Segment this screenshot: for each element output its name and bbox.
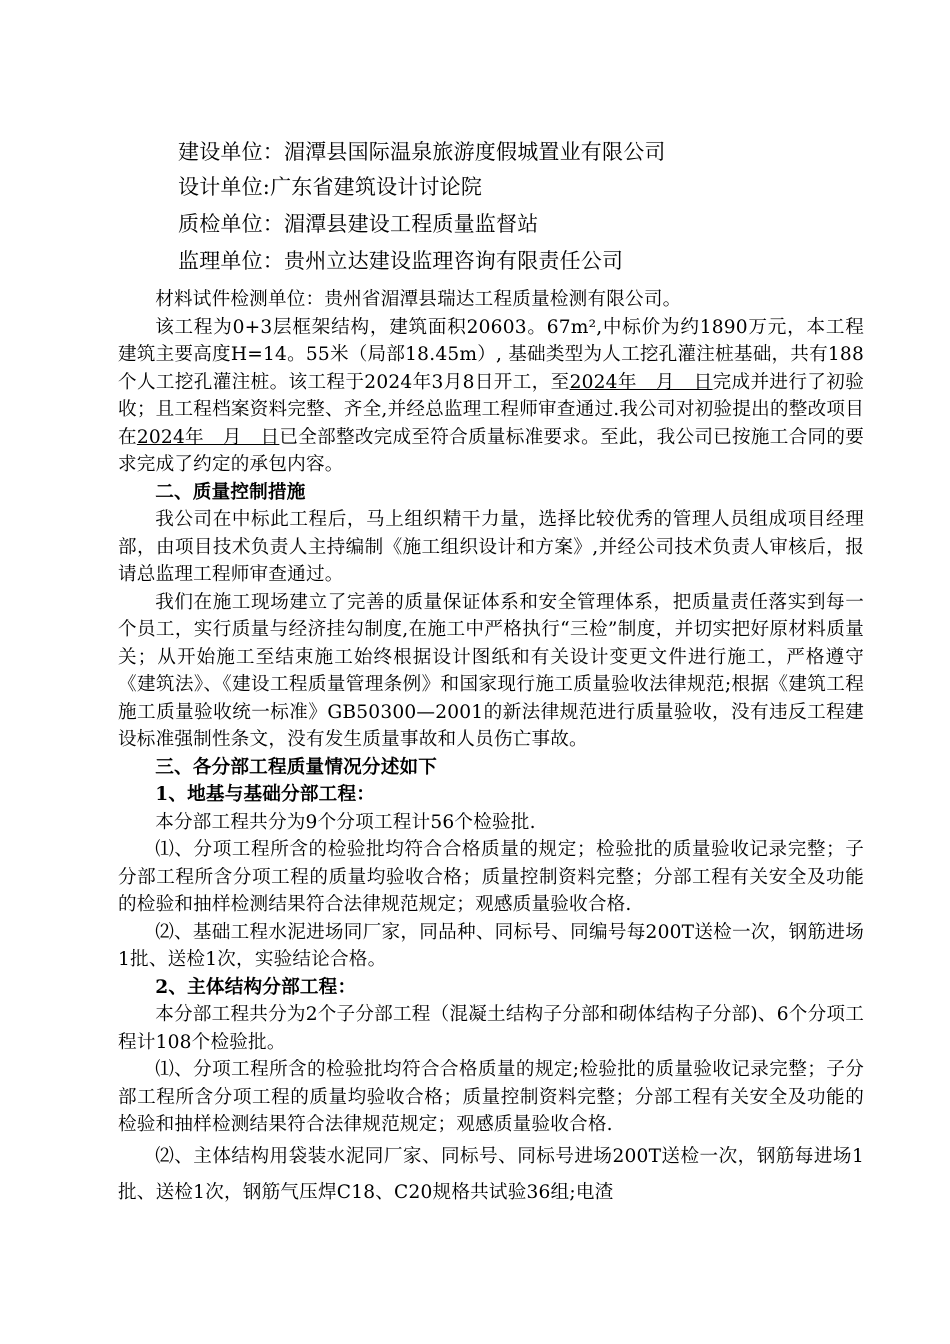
overview-text-part3: 已全部整改完成至符合质量标准要求。至此，我公司已按施工合同的要求完成了约定的承包内容。 bbox=[118, 426, 865, 475]
section2-paragraph-1: 我公司在中标此工程后，马上组织精干力量，选择比较优秀的管理人员组成项目经理部，由项目技术负责人主持编制《施工组织设计和方案》,并经公司技术负责人审核后，报请总监理工程师审查通过。 bbox=[118, 509, 864, 585]
subsection2-paragraph-3: ⑵、主体结构用袋装水泥同厂家、同标号、同标号进场200T送检一次，钢筋每进场1批、送检1次，钢筋气压焊C18、C20规格共试验36组;电渣 bbox=[118, 1145, 864, 1203]
quality-inspection-unit-line: 质检单位：湄潭县建设工程质量监督站 bbox=[178, 212, 539, 236]
material-testing-unit-line: 材料试件检测单位：贵州省湄潭县瑞达工程质量检测有限公司。 bbox=[155, 289, 682, 310]
subsection2-paragraph-2: ⑴、分项工程所含的检验批均符合合格质量的规定;检验批的质量验收记录完整；子分部工程所含分项工程的质量均验收合格；质量控制资料完整；分部工程有关安全及功能的检验和抽样检测结果符合法律规范规定；观感质量验收合格. bbox=[118, 1059, 864, 1135]
overview-text-part2: 完成并进行了初验收；且工程档案资料完整、齐全,并经总监理工程师审查通过.我公司对初验提出的整改项目在 bbox=[118, 371, 864, 448]
subsection1-paragraph-2: ⑴、分项工程所含的检验批均符合合格质量的规定；检验批的质量验收记录完整；子分部工程所含分项工程的质量均验收合格；质量控制资料完整；分部工程有关安全及功能的检验和抽样检测结果符合法律规范规定；观感质量验收合格. bbox=[118, 839, 864, 915]
overview-text-part1: 该工程为0+3层框架结构，建筑面积20603。67m²,中标价为约1890万元，本工程建筑主要高度H=14。55米（局部18.45m）, 基础类型为人工挖孔灌注桩基础，共有188个人工挖孔灌注桩。该工程于2024年3月8日开工，至 bbox=[118, 316, 864, 393]
section2-heading: 二、质量控制措施 bbox=[155, 481, 306, 503]
supervision-unit-line: 监理单位：贵州立达建设监理咨询有限责任公司 bbox=[178, 249, 624, 273]
design-unit-line: 设计单位:广东省建筑设计讨论院 bbox=[178, 175, 483, 199]
subsection1-paragraph-1: 本分部工程共分为9个分项工程计56个检验批. bbox=[155, 811, 536, 833]
section3-heading: 三、各分部工程质量情况分述如下 bbox=[155, 756, 438, 778]
construction-unit-line: 建设单位：湄潭县国际温泉旅游度假城置业有限公司 bbox=[178, 140, 666, 164]
subsection2-heading: 2、主体结构分部工程： bbox=[155, 976, 357, 998]
subsection1-paragraph-3: ⑵、基础工程水泥进场同厂家，同品种、同标号、同编号每200T送检一次，钢筋进场1批、送检1次，实验结论合格。 bbox=[118, 921, 864, 970]
document-body bbox=[118, 286, 864, 1211]
section2-paragraph-2: 我们在施工现场建立了完善的质量保证体系和安全管理体系，把质量责任落实到每一个员工，实行质量与经济挂勾制度,在施工中严格执行“三检”制度，并切实把好原材料质量关；从开始施工至结束施工始终根据设计图纸和有关设计变更文件进行施工，严格遵守《建筑法》、《建设工程质量管理条例》和国家现行施工质量验收法律规范;根据《建筑工程施工质量验收统一标准》GB50300—2001的新法律规范进行质量验收，没有违反工程建设标准强制性条文，没有发生质量事故和人员伤亡事故。 bbox=[118, 591, 864, 750]
rectification-date: 2024年 月 日 bbox=[136, 426, 280, 448]
subsection1-heading: 1、地基与基础分部工程： bbox=[155, 784, 376, 805]
preliminary-acceptance-date: 2024年 月 日 bbox=[569, 371, 713, 393]
subsection2-paragraph-1: 本分部工程共分为2个子分部工程（混凝土结构子分部和砌体结构子分部)、6个分项工程计108个检验批。 bbox=[118, 1004, 864, 1053]
project-overview-paragraph bbox=[118, 314, 864, 479]
